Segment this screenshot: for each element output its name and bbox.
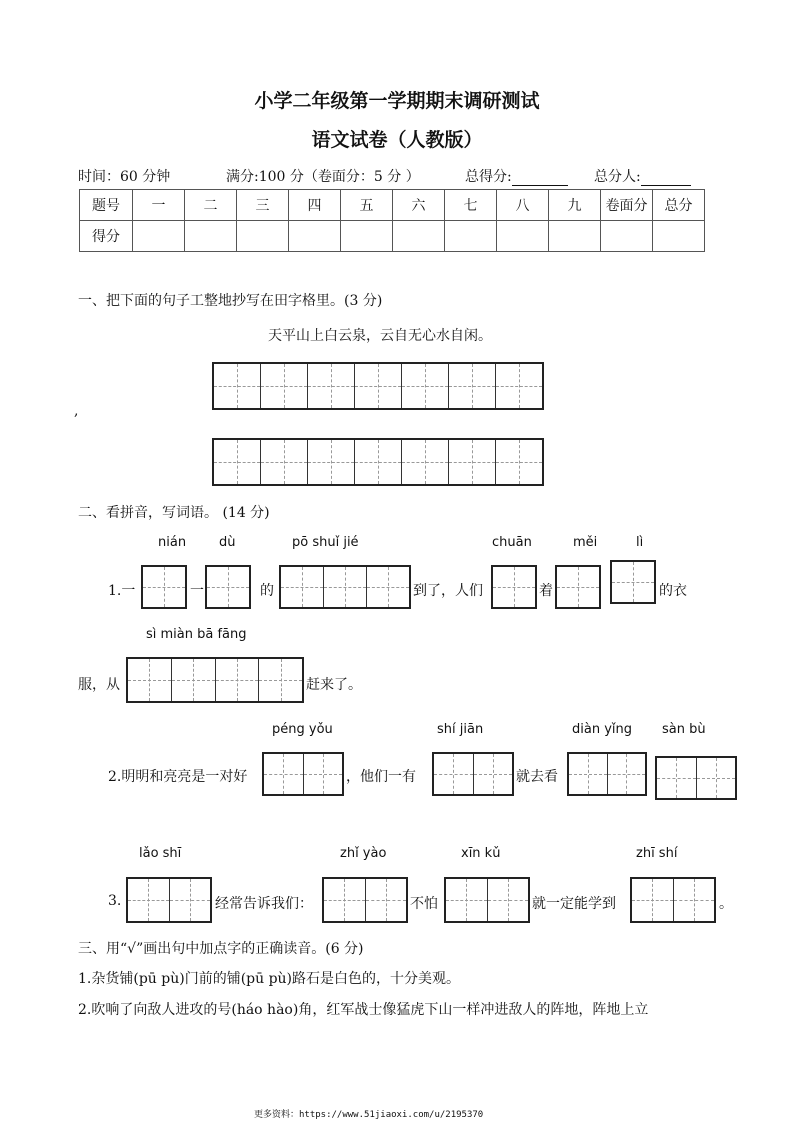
total-score-field[interactable] (465, 166, 568, 186)
full-score-info: 满分:100 分（卷面分：5 分 ） (226, 169, 420, 185)
table-header-cell: 二 (185, 190, 237, 221)
question-text: 2.明明和亮亮是一对好 (108, 769, 248, 785)
pinyin-label: sì miàn bā fāng (146, 627, 247, 642)
pinyin-label: měi (573, 535, 598, 550)
section3-line-2: 2.吹响了向敌人进攻的号(háo hào)角，红军战士像猛虎下山一样冲进敌人的阵地，阵地上立 (78, 1002, 649, 1018)
question-text: 1.一 (108, 583, 136, 599)
question-text: 一 (190, 583, 204, 599)
answer-grid[interactable] (126, 657, 304, 703)
section3-line-1: 1.杂货铺(pū pù)门前的铺(pū pù)路石是白色的，十分美观。 (78, 971, 461, 987)
score-cell[interactable] (341, 221, 393, 252)
table-header-cell: 卷面分 (601, 190, 653, 221)
answer-grid[interactable] (205, 565, 251, 609)
answer-grid[interactable] (655, 756, 737, 800)
answer-grid[interactable] (432, 752, 514, 796)
table-header-cell: 总分 (653, 190, 705, 221)
scorer-field[interactable] (594, 166, 691, 186)
question-text: 经常告诉我们： (215, 896, 313, 912)
answer-grid[interactable] (491, 565, 537, 609)
total-score-label: 总得分: (465, 169, 512, 185)
page-subtitle: 语文试卷（人教版） (311, 129, 483, 151)
score-cell[interactable] (185, 221, 237, 252)
answer-grid[interactable] (567, 752, 647, 796)
pinyin-label: shí jiān (437, 722, 484, 737)
question-text: 。 (719, 896, 733, 912)
scorer-blank[interactable] (641, 171, 691, 186)
table-header-cell: 一 (133, 190, 185, 221)
section1-heading: 一、把下面的句子工整地抄写在田字格里。(3 分) (78, 293, 383, 309)
score-table (79, 189, 705, 252)
answer-grid[interactable] (630, 877, 716, 923)
copy-sentence: 天平山上白云泉，云自无心水自闲。 (268, 328, 492, 344)
score-cell[interactable] (289, 221, 341, 252)
score-row-label: 得分 (80, 221, 133, 252)
table-header-cell: 六 (393, 190, 445, 221)
pinyin-label: nián (158, 535, 187, 550)
question-text: 服，从 (78, 677, 120, 693)
table-header-cell: 四 (289, 190, 341, 221)
section2-heading: 二、看拼音，写词语。 (14 分) (78, 505, 270, 521)
section3-heading: 三、用“√”画出句中加点字的正确读音。(6 分) (78, 941, 364, 957)
question-text: 不怕 (410, 896, 438, 912)
pinyin-label: xīn kǔ (461, 846, 501, 861)
page-title: 小学二年级第一学期期末调研测试 (254, 90, 540, 112)
answer-grid[interactable] (322, 877, 408, 923)
pinyin-label: chuān (492, 535, 532, 550)
question-text: 的 (260, 583, 274, 599)
pinyin-label: sàn bù (662, 722, 706, 737)
answer-grid[interactable] (555, 565, 601, 609)
stray-mark: , (74, 403, 79, 419)
table-header-cell: 题号 (80, 190, 133, 221)
pinyin-label: pō shuǐ jié (292, 535, 359, 550)
answer-grid[interactable] (262, 752, 344, 796)
answer-grid[interactable] (444, 877, 530, 923)
answer-grid[interactable] (126, 877, 212, 923)
pinyin-label: zhī shí (636, 846, 678, 861)
score-cell[interactable] (133, 221, 185, 252)
question-text: 到了，人们 (413, 583, 483, 599)
writing-grid-row-2[interactable] (212, 438, 544, 486)
total-score-blank[interactable] (512, 171, 568, 186)
answer-grid[interactable] (141, 565, 187, 609)
writing-grid-row-1[interactable] (212, 362, 544, 410)
pinyin-label: diàn yǐng (572, 722, 632, 737)
score-cell[interactable] (393, 221, 445, 252)
scorer-label: 总分人: (594, 169, 641, 185)
question-text: 就一定能学到 (532, 896, 616, 912)
question-text: ，他们一有 (346, 769, 416, 785)
time-info: 时间：60 分钟 (78, 169, 171, 185)
question-text: 赶来了。 (306, 677, 362, 693)
table-header-cell: 九 (549, 190, 601, 221)
score-table-score-row (80, 221, 705, 252)
pinyin-label: zhǐ yào (340, 846, 387, 861)
table-header-cell: 八 (497, 190, 549, 221)
pinyin-label: dù (219, 535, 236, 550)
score-table-header-row (80, 190, 705, 221)
score-cell[interactable] (445, 221, 497, 252)
table-header-cell: 七 (445, 190, 497, 221)
footer-link[interactable]: 更多资料：https://www.51jiaoxi.com/u/2195370 (254, 1110, 484, 1120)
question-text: 的衣 (659, 583, 687, 599)
score-cell[interactable] (549, 221, 601, 252)
question-text: 3. (108, 893, 122, 909)
score-cell[interactable] (237, 221, 289, 252)
question-text: 着 (539, 583, 553, 599)
pinyin-label: lǎo shī (139, 846, 182, 861)
score-cell[interactable] (497, 221, 549, 252)
answer-grid[interactable] (279, 565, 411, 609)
question-text: 就去看 (516, 769, 558, 785)
score-cell[interactable] (601, 221, 653, 252)
table-header-cell: 五 (341, 190, 393, 221)
score-cell[interactable] (653, 221, 705, 252)
pinyin-label: lì (636, 535, 644, 550)
table-header-cell: 三 (237, 190, 289, 221)
answer-grid[interactable] (610, 560, 656, 604)
pinyin-label: péng yǒu (272, 722, 333, 737)
